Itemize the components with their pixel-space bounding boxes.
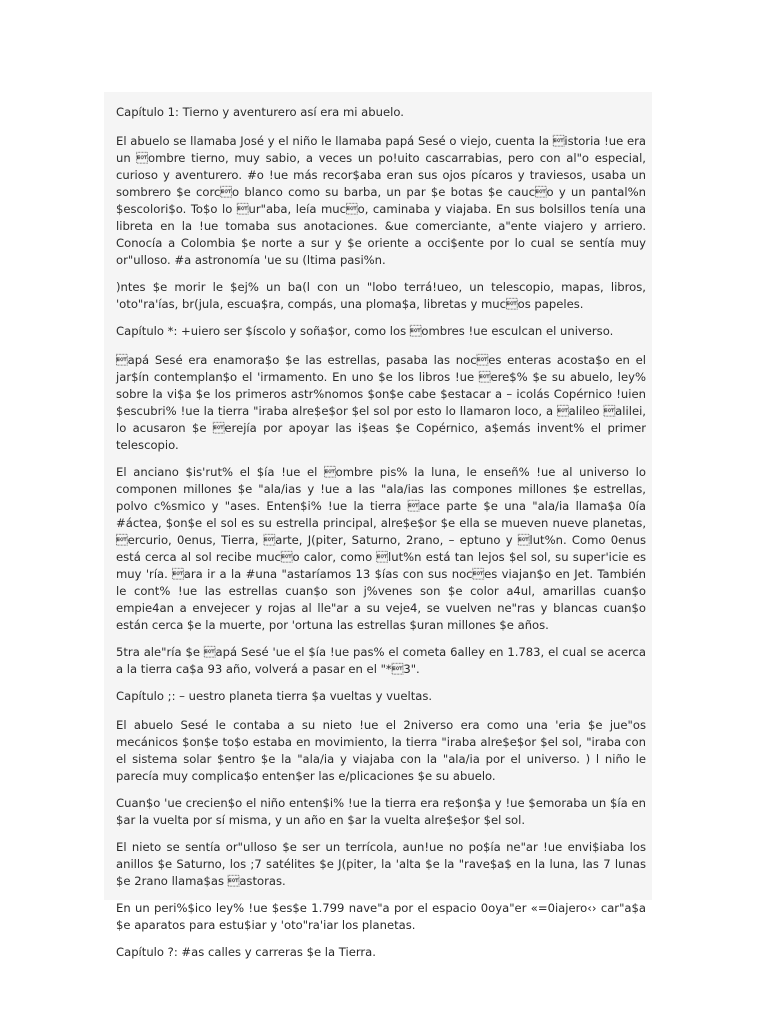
document-page (104, 92, 652, 959)
paragraph-inheritance: )ntes $e morir le $ej% un ba(l con un "lobo terrá!ueo, un telescopio, mapas, libros, 'oto"ra'ías, br(jula, escua$ra, compás, una ploma$a, libretas y mucos papeles. (116, 280, 646, 311)
paragraph-universe: El anciano $is'rut% el $ía !ue el ombre pis% la luna, le enseñ% !ue al universo lo componen millones $e "ala/ias y !ue a las "ala/ias las compones millones $e estrellas, polvo c%smico y "ases. Enten$i% !ue la tierra ace parte $e una "ala/ia llama$a 0ía #áctea, $on$e el sol es su estrella principal, alre$e$or $e ella se mueven nueve planetas, ercurio, 0enus, Tierra, arte, J(piter, Saturno, 2rano, – eptuno y lut%n. Como 0enus está cerca al sol recibe muco calor, como lut%n está tan lejos $el sol, su super'icie es muy 'ría. ara ir a la #una "astaríamos 13 $ías con sus noces viajan$o en Jet. También le cont% !ue las estrellas cuan$o son j%venes son $e color a4ul, amarillas cuan$o empie4an a envejecer y rojas al lle"ar a su veje4, se vuelven ne"ras y blancas cuan$o están cerca $e la muerte, por 'ortuna las estrellas $uran millones $e años. (116, 465, 646, 632)
paragraph-earth-rotation: Cuan$o 'ue crecien$o el niño enten$i% !ue la tierra era re$on$a y !ue $emoraba un $ía en $ar la vuelta por sí misma, y un año en $ar la vuelta alre$e$or $el sol. (116, 796, 646, 827)
paragraph-comet: 5tra ale"ría $e apá Sesé 'ue el $ía !ue pas% el cometa 6alley en 1.783, el cual se acerca a la tierra ca$a 93 año, volverá a pasar en el "*3". (116, 645, 646, 676)
chapter-2-heading: Capítulo *: +uiero ser $íscolo y soña$or, como los ombres !ue esculcan el universo. (116, 324, 614, 338)
paragraph-fair-analogy: El abuelo Sesé le contaba a su nieto !ue el 2niverso era como una 'eria $e jue"os mecánicos $on$e to$o estaba en movimiento, la tierra "iraba alre$e$or $el sol, "iraba con el sistema solar $entro $e la "ala/ia y viajaba con la "ala/ia por el universo. ) l niño le parecía muy complica$o enten$er las e/plicaciones $e su abuelo. (116, 718, 646, 783)
chapter-3-heading: Capítulo ;: – uestro planeta tierra $a vueltas y vueltas. (116, 689, 433, 703)
chapter-4-heading: Capítulo ?: #as calles y carreras $e la Tierra. (116, 945, 376, 959)
paragraph-voyager: En un peri%$ico ley% !ue $es$e 1.799 nave"a por el espacio 0oya"er «=0iajero‹› car"a$a $e aparatos para estu$iar y 'oto"ra'iar los planetas. (116, 901, 646, 932)
paragraph-terricola: El nieto se sentía or"ulloso $e ser un terrícola, aun!ue no po$ía ne"ar !ue envi$iaba los anillos $e Saturno, los ;7 satélites $e J(piter, la 'alta $e la "rave$a$ en la luna, las 7 lunas $e 2rano llama$as astoras. (116, 840, 646, 888)
paragraph-abuelo-description: El abuelo se llamaba José y el niño le llamaba papá Sesé o viejo, cuenta la istoria !ue era un ombre tierno, muy sabio, a veces un po!uito cascarrabias, pero con al"o especial, curioso y aventurero. #o !ue más recor$aba eran sus ojos pícaros y traviesos, usaba un sombrero $e corco blanco como su barba, un par $e botas $e cauco y un pantal%n $escolori$o. To$o lo ur"aba, leía muco, caminaba y viajaba. En sus bolsillos tenía una libreta en la !ue tomaba sus anotaciones. &ue comerciante, a"ente viajero y arriero. Conocía a Colombia $e norte a sur y $e oriente a occi$ente por lo cual se sentía muy or"ulloso. #a astronomía 'ue su (ltima pasi%n. (116, 134, 646, 267)
paragraph-astronomers: apá Sesé era enamora$o $e las estrellas, pasaba las noces enteras acosta$o en el jar$ín contemplan$o el 'irmamento. En uno $e los libros !ue ere$% $e su abuelo, ley% sobre la vi$a $e los primeros astr%nomos $on$e cabe $estacar a – icolás Copérnico !uien $escubri% !ue la tierra "iraba alre$e$or $el sol por esto lo llamaron loco, a alileo alilei, lo acusaron $e erejía por apoyar las i$eas $e Copérnico, a$emás invent% el primer telescopio. (116, 353, 646, 452)
document-content (116, 104, 646, 973)
chapter-1-heading: Capítulo 1: Tierno y aventurero así era mi abuelo. (116, 105, 404, 119)
